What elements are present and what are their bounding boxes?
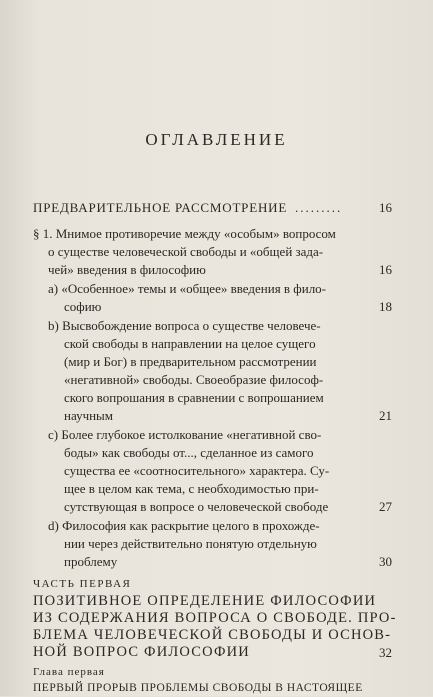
toc-sc-line: c) Более глубокое истолкование «негативной сво- bbox=[48, 427, 322, 442]
toc-sc-line: щее в целом как тема, с необходимостью при- bbox=[64, 481, 319, 496]
toc-sd-line: проблему bbox=[64, 554, 118, 569]
part-label: ЧАСТЬ ПЕРВАЯ bbox=[33, 578, 132, 590]
part-title-line: БЛЕМА ЧЕЛОВЕЧЕСКОЙ СВОБОДЫ И ОСНОВ- bbox=[33, 627, 392, 643]
toc-sb-line: «негативной» свободы. Своеобразие философ- bbox=[64, 372, 324, 387]
toc-s1-line: чей» введения в философию bbox=[48, 262, 206, 277]
chapter-title-line: ПЕРВЫЙ ПРОРЫВ ПРОБЛЕМЫ СВОБОДЫ В НАСТОЯЩЕЕ bbox=[33, 682, 363, 694]
toc-s1-line: о существе человеческой свободы и «общей зада- bbox=[48, 244, 324, 259]
toc-sd-line: нии через действительно понятую отдельную bbox=[64, 536, 317, 551]
toc-sc-line: боды» как свободы от..., сделанное из самого bbox=[64, 445, 314, 460]
toc-sa-line: софию bbox=[64, 299, 102, 314]
toc-sb-line: ской свободы в направлении на целое сущего bbox=[64, 336, 316, 351]
toc-prelim-page: 16 bbox=[379, 200, 392, 215]
toc-sc-line: существа ее «соотносительного» характера. Су- bbox=[64, 463, 330, 478]
part-page: 32 bbox=[379, 645, 392, 660]
toc-sb-line: b) Высвобождение вопроса о существе человече- bbox=[48, 318, 321, 333]
toc-sb-line: ского вопрошания в сравнении с вопрошанием bbox=[64, 390, 324, 405]
toc-prelim-label: ПРЕДВАРИТЕЛЬНОЕ РАССМОТРЕНИЕ bbox=[33, 200, 288, 215]
page-title: ОГЛАВЛЕНИЕ bbox=[145, 130, 288, 149]
toc-sa-page: 18 bbox=[379, 299, 392, 314]
part-title-line: ИЗ СОДЕРЖАНИЯ ВОПРОСА О СВОБОДЕ. ПРО- bbox=[33, 610, 397, 626]
toc-sc-page: 27 bbox=[379, 499, 392, 514]
toc-prelim-dots: ......... bbox=[295, 200, 343, 215]
toc-sb-line: (мир и Бог) в предварительном рассмотрении bbox=[64, 354, 317, 369]
toc-s1-page: 16 bbox=[379, 262, 392, 277]
part-title-line: ПОЗИТИВНОЕ ОПРЕДЕЛЕНИЕ ФИЛОСОФИИ bbox=[33, 593, 377, 609]
toc-sb-page: 21 bbox=[379, 408, 392, 423]
toc-sd-line: d) Философия как раскрытие целого в прохожде- bbox=[48, 518, 320, 533]
toc-sb-line: научным bbox=[64, 408, 114, 423]
toc-sc-line: сутствующая в вопросе о человеческой свободе bbox=[64, 499, 329, 514]
part-title-line: НОЙ ВОПРОС ФИЛОСОФИИ bbox=[33, 644, 250, 660]
toc-s1-line: § 1. Мнимое противоречие между «особым» вопросом bbox=[33, 226, 336, 241]
toc-sd-page: 30 bbox=[379, 554, 392, 569]
chapter-label: Глава первая bbox=[33, 666, 105, 678]
toc-sa-line: a) «Особенное» темы и «общее» введения в фило- bbox=[48, 281, 327, 296]
